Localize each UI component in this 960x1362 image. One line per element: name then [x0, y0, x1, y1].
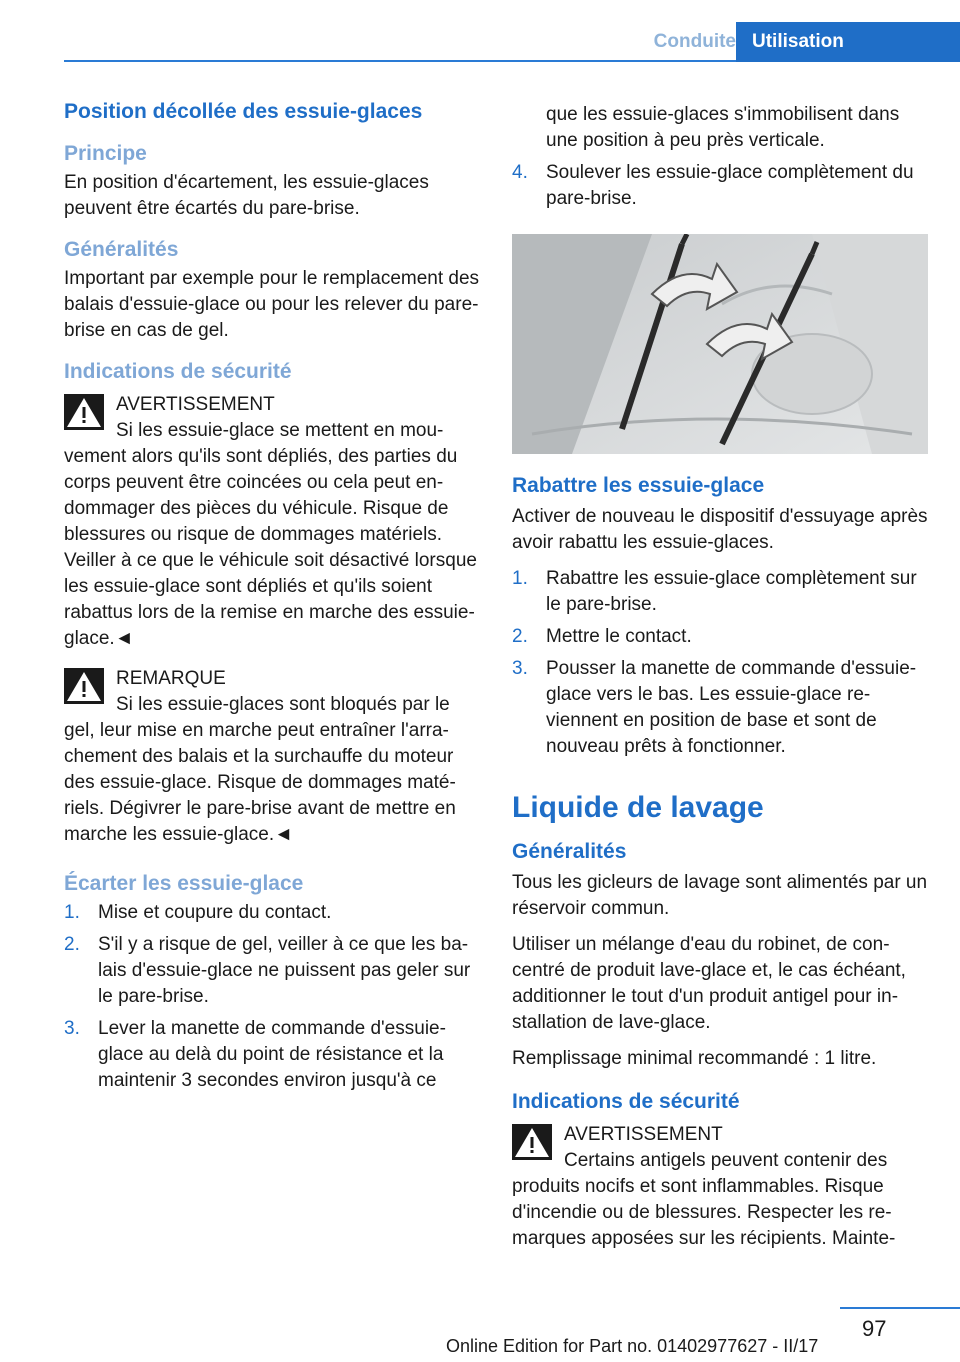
- list-item: que les essuie-glaces s'immobilisent dans une position à peu près verticale.: [546, 104, 900, 151]
- warning-block-remarque: [64, 666, 480, 848]
- notice-text-first-line: Si les essuie-glaces sont bloqués par le: [116, 694, 450, 715]
- list-item: 2. Mettre le contact.: [512, 626, 692, 647]
- warning-text-first-line: Certains antigels peuvent contenir des: [564, 1150, 888, 1171]
- steps-rabattre: [512, 566, 928, 760]
- paragraph-gen3: Remplissage minimal recommandé : 1 litre.: [512, 1048, 877, 1069]
- heading-rabattre: Rabattre les essuie-glace: [512, 474, 765, 497]
- list-item: 3. Lever la manette de commande d'essuie-glace au delà du point de résistance et la maintenir 3 secondes environ jusqu'à ce: [64, 1018, 446, 1091]
- page-number: 97: [862, 1316, 887, 1341]
- paragraph-rabattre: Activer de nouveau le dispositif d'essuyage après avoir rabattu les essuie-glaces.: [512, 506, 928, 553]
- paragraph-principe: En position d'écartement, les essuie-glaces peuvent être écartés du pare-brise.: [64, 172, 429, 219]
- heading-generalites-liquide: Généralités: [512, 840, 627, 863]
- warning-text-first-line: Si les essuie-glace se mettent en mou-: [116, 420, 444, 441]
- heading-indications-securite-2: Indications de sécurité: [512, 1090, 740, 1113]
- heading-ecarter: Écarter les essuie-glace: [64, 872, 304, 895]
- list-item: 3. Pousser la manette de commande d'essuie-glace vers le bas. Les essuie-glace reviennent en position de base et sont de nouveau prêts à fonctionner.: [512, 658, 917, 757]
- page-header: [64, 22, 960, 62]
- steps-ecarter-continued: [512, 102, 928, 212]
- tab-utilisation[interactable]: Utilisation: [736, 22, 960, 62]
- tab-conduite[interactable]: Conduite: [653, 31, 736, 52]
- wiper-photo: [512, 234, 928, 454]
- heading-principe: Principe: [64, 142, 147, 165]
- paragraph-gen2: Utiliser un mélange d'eau du robinet, de concentré de produit lave-glace et, le cas échéant, additionner le tout d'un produit antigel pour installation de lave-glace.: [512, 934, 906, 1033]
- right-column: [512, 102, 928, 1262]
- list-item: 1. Mise et coupure du contact.: [64, 902, 332, 923]
- paragraph-generalites: Important par exemple pour le remplacement des balais d'essuie-glace ou pour les relever du pare-brise en cas de gel.: [64, 268, 480, 341]
- warning-triangle-icon: [512, 1124, 552, 1160]
- footer-rule: [840, 1307, 960, 1309]
- heading-indications-securite: Indications de sécurité: [64, 360, 292, 383]
- warning-title: AVERTISSEMENT: [116, 394, 275, 415]
- section-title-position-decollee: Position décollée des essuie-glaces: [64, 100, 423, 123]
- list-item: 4. Soulever les essuie-glace complètement du pare-brise.: [512, 162, 914, 209]
- paragraph-gen1: Tous les gicleurs de lavage sont alimentés par un réservoir commun.: [512, 872, 928, 919]
- warning-triangle-icon: [64, 394, 104, 430]
- warning-text: produits nocifs et sont inflammables. Risque d'incendie ou de blessures. Respecter les remarques apposées sur les récipients. Mainte-: [512, 1176, 896, 1249]
- warning-text: vement alors qu'ils sont dépliés, des parties du corps peuvent être coincées ou cela peut endommager des pièces du véhicule. Risque de blessures ou risque de dommages matériels. Veiller à ce que le véhicule soit désactivé lorsque les essuie-glace sont dépliés et qu'ils soient rabattus lors de la remise en marche des essuie-glace.◄: [64, 446, 477, 649]
- list-item: 1. Rabattre les essuie-glace complètement sur le pare-brise.: [512, 568, 917, 615]
- warning-triangle-icon: [64, 668, 104, 704]
- warning-block-avertissement: [64, 392, 480, 652]
- heading-generalites: Généralités: [64, 238, 179, 261]
- notice-text: gel, leur mise en marche peut entraîner l'arrachement des balais et la surchauffe du moteur des essuie-glace. Risque de dommages matériels. Dégivrer le pare-brise avant de mettre en marche les essuie-glace.◄: [64, 720, 456, 845]
- footer-edition: Online Edition for Part no. 01402977627 - II/17: [446, 1336, 819, 1356]
- section-title-liquide: Liquide de lavage: [512, 791, 764, 824]
- list-item: 2. S'il y a risque de gel, veiller à ce que les balais d'essuie-glace ne puissent pas geler sur le pare-brise.: [64, 934, 471, 1007]
- notice-title: REMARQUE: [116, 668, 226, 689]
- warning-block-antigel: [512, 1122, 928, 1252]
- warning-title: AVERTISSEMENT: [564, 1124, 723, 1145]
- steps-ecarter: [64, 900, 480, 1094]
- left-column: [64, 98, 480, 1104]
